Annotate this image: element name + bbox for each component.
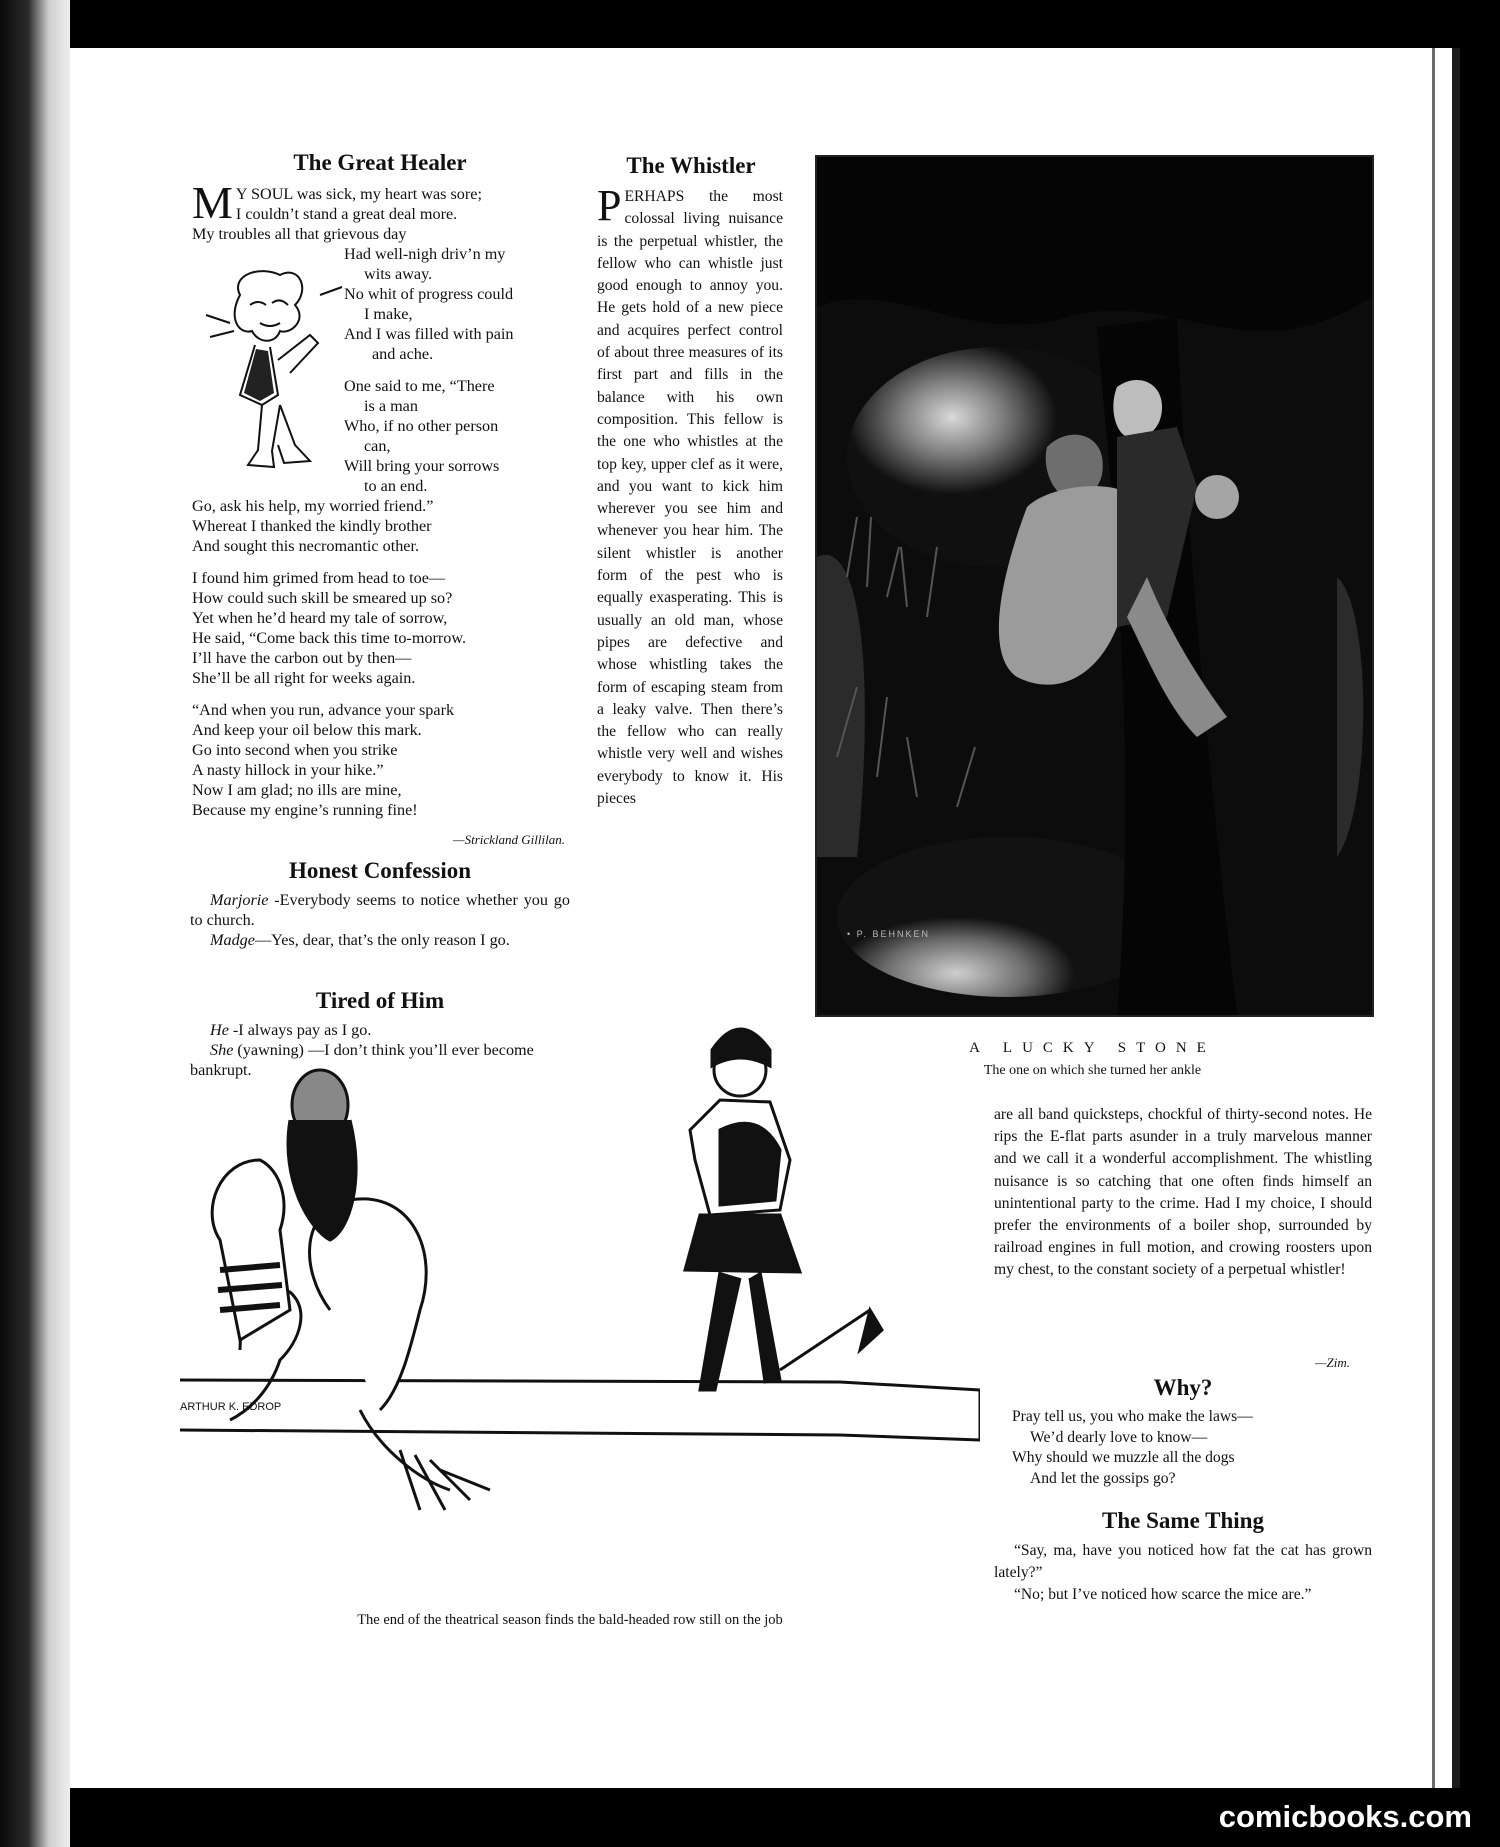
whistler-body: nuisance is the perpetual whistler, the fellow who can whistle just good enough to annoy you. He gets hold of a new piece and acquires perfect control of about three measures of its first part and fills in the balance with his own composition. This fellow is the one who whistles at the top key, upper clef as it were, and you want to kick him wherever you see him and whenever you hear him. The silent whistler is another form of the pest who is equally exasperating. This is usually an old man, whose pipes are defective and whose whistling takes the form of escaping steam from a leaky valve. Then there’s the fellow who can really whistle very well and wishes everybody to know it. His pieces: [597, 210, 783, 808]
poem-line: I make,: [364, 305, 413, 323]
scan-binding-edge: [0, 0, 70, 1847]
great-healer-dropcap: M: [192, 177, 233, 228]
poem-line: Go, ask his help, my worried friend.”: [192, 497, 434, 515]
poem-line: He said, “Come back this time to-morrow.: [192, 629, 467, 647]
poem-line: No whit of progress could: [344, 285, 514, 303]
whistler-lead: ERHAPS the most colossal living: [624, 188, 783, 228]
poem-line: She’ll be all right for weeks again.: [192, 669, 416, 687]
poem-line: Yet when he’d heard my tale of sorrow,: [192, 609, 448, 627]
poem-line: wits away.: [364, 265, 433, 283]
page-border-right: [1452, 48, 1460, 1788]
whistler-author: —Zim.: [1314, 1355, 1350, 1370]
poem-line: One said to me, “There: [344, 377, 495, 395]
same-thing-text: [994, 1540, 1372, 1606]
page-border-right-inner: [1432, 48, 1435, 1788]
poem-line: My troubles all that grievous day: [192, 225, 407, 243]
poem-line: “And when you run, advance your spark: [192, 701, 455, 719]
speaker-label: Madge: [210, 931, 255, 949]
poem-line: A nasty hillock in your hike.”: [192, 761, 384, 779]
honest-confession-title: Honest Confession: [288, 858, 472, 883]
poem-line: Why should we muzzle all the dogs: [1012, 1449, 1235, 1466]
poem-line: I found him grimed from head to toe—: [192, 569, 446, 587]
theater-cartoon: [180, 1010, 980, 1600]
dialogue-line: -I always pay as I go.: [228, 1021, 372, 1039]
poem-line: Y SOUL was sick, my heart was sore;: [235, 185, 482, 203]
poem-line: Whereat I thanked the kindly brother: [192, 517, 432, 535]
poem-line: Now I am glad; no ills are mine,: [192, 781, 402, 799]
dialogue-line: (yawning) —I don’t think you’ll ever become bankrupt.: [190, 1041, 534, 1079]
mechanic-sketch: [200, 265, 352, 485]
lucky-stone-painting: [815, 155, 1374, 1017]
site-watermark: comicbooks.com: [1218, 1799, 1472, 1834]
poem-line: Had well-nigh driv’n my: [344, 245, 506, 263]
poem-line: And I was filled with pain: [344, 325, 514, 343]
poem-line: And sought this necromantic other.: [192, 537, 420, 555]
theater-cartoon-caption: The end of the theatrical season finds the bald-headed row still on the job: [357, 1612, 783, 1628]
why-title: Why?: [1153, 1375, 1213, 1400]
tired-of-him-title: Tired of Him: [315, 988, 445, 1013]
poem-line: can,: [364, 437, 391, 455]
poem-line: Because my engine’s running fine!: [192, 801, 418, 819]
honest-confession-text: [190, 890, 570, 950]
lucky-stone-caption-sub: The one on which she turned her ankle: [983, 1063, 1202, 1078]
painting-signature: • P. BEHNKEN: [847, 929, 931, 939]
poem-line: and ache.: [372, 345, 434, 363]
cartoon-signature: ARTHUR K. EDROP: [180, 1401, 282, 1413]
speaker-label: He: [210, 1021, 229, 1039]
whistler-column: [597, 181, 783, 810]
poem-line: And let the gossips go?: [1030, 1469, 1176, 1487]
whistler-continued-text: are all band quicksteps, chockful of thirty-second notes. He rips the E-flat parts asunder in a truly marvelous manner and we call it a wonderful accomplishment. The whistling nuisance is so catching that one often finds himself an unintentional party to the crime. Had I my choice, I should prefer the environments of a boiler shop, surrounded by railroad engines in full motion, and crowing roosters upon my chest, to the constant society of a perpetual whistler!: [994, 1106, 1372, 1279]
whistler-continued: [994, 1104, 1372, 1282]
poem-line: I’ll have the carbon out by then—: [192, 649, 412, 667]
dialogue-line: “Say, ma, have you noticed how fat the cat has grown lately?”: [994, 1542, 1372, 1581]
poem-line: How could such skill be smeared up so?: [192, 589, 453, 607]
poem-line: to an end.: [364, 477, 428, 495]
poem-line: Will bring your sorrows: [344, 457, 500, 475]
lucky-stone-caption-title: A LUCKY STONE: [969, 1040, 1216, 1056]
whistler-dropcap: P: [597, 181, 622, 230]
poem-line: Pray tell us, you who make the laws—: [1012, 1408, 1253, 1425]
dialogue-line: “No; but I’ve noticed how scarce the mice are.”: [1014, 1586, 1312, 1603]
speaker-label: Marjorie: [210, 891, 269, 909]
painting-artwork: [817, 157, 1372, 1015]
poem-line: is a man: [364, 397, 418, 415]
dialogue-line: -Everybody seems to notice whether you go to church.: [190, 891, 570, 929]
why-poem: [1012, 1407, 1372, 1489]
speaker-label: She: [210, 1041, 234, 1059]
great-healer-author: —Strickland Gillilan.: [453, 832, 565, 847]
poem-line: Who, if no other person: [344, 417, 499, 435]
great-healer-title: The Great Healer: [293, 150, 467, 175]
poem-line: Go into second when you strike: [192, 741, 398, 759]
whistler-title: The Whistler: [626, 153, 756, 178]
poem-line: And keep your oil below this mark.: [192, 721, 422, 739]
same-thing-title: The Same Thing: [1102, 1508, 1264, 1533]
poem-line: We’d dearly love to know—: [1030, 1428, 1208, 1446]
dialogue-line: —Yes, dear, that’s the only reason I go.: [254, 931, 510, 949]
poem-line: I couldn’t stand a great deal more.: [235, 205, 458, 223]
